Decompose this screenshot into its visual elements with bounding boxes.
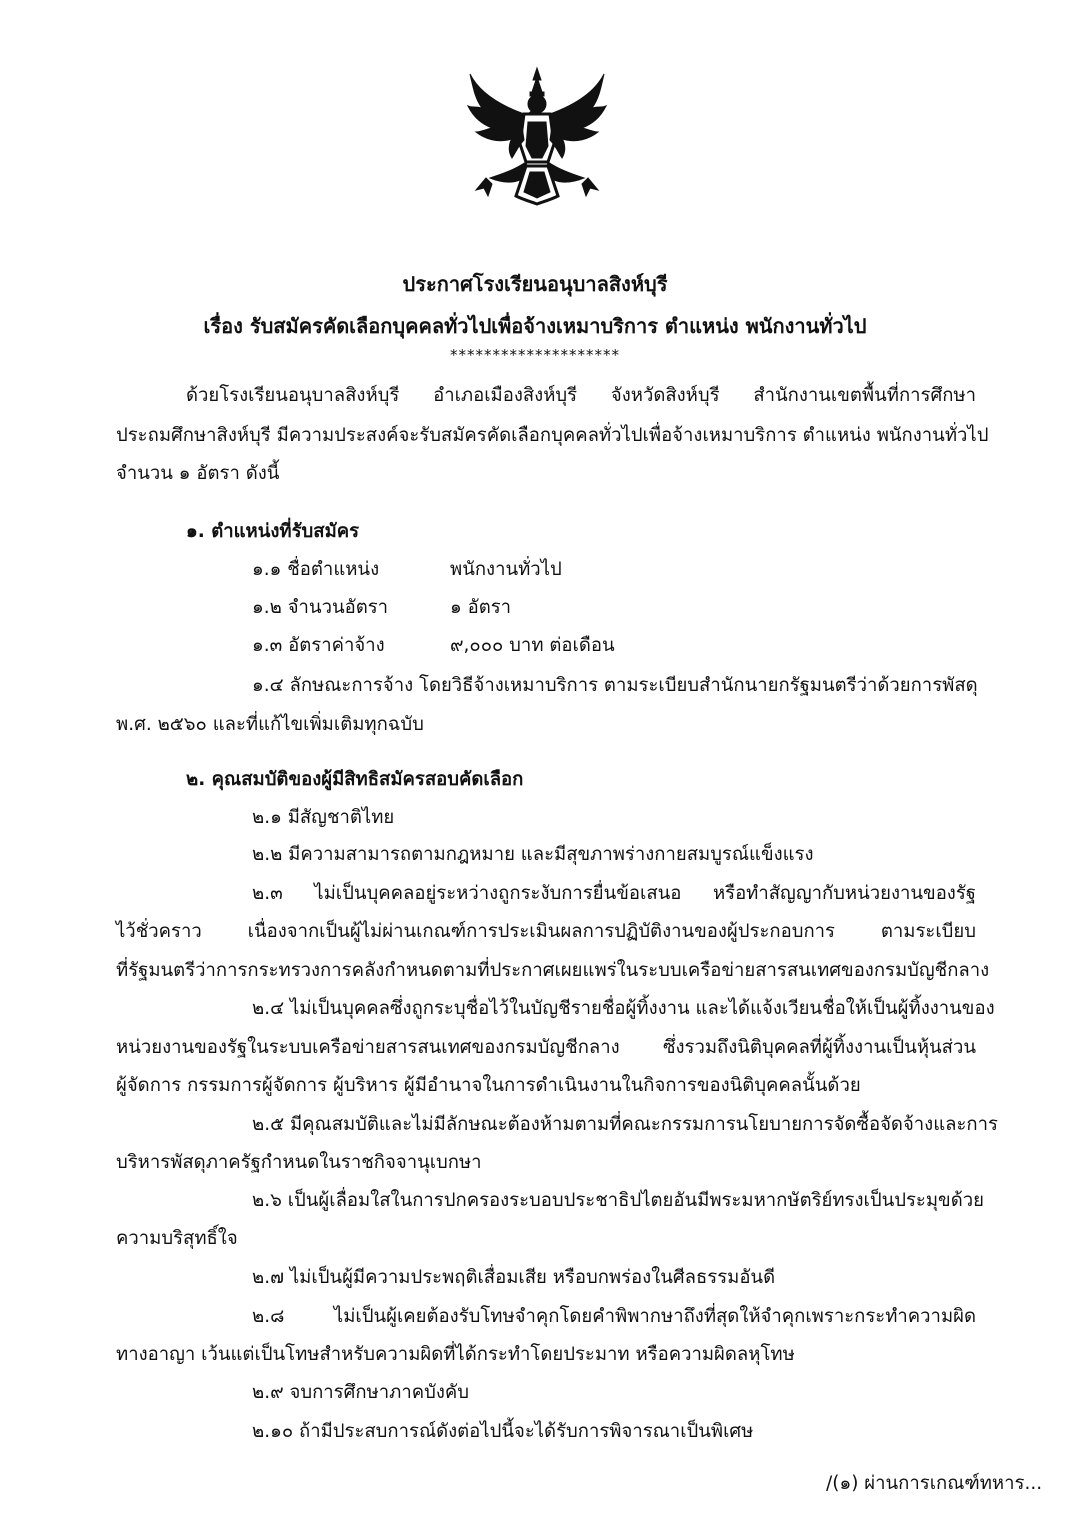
qualification-2-1: ๒.๑ มีสัญชาติไทย <box>252 807 395 828</box>
qualification-2-7: ๒.๗ ไม่เป็นผู้มีความประพฤติเสื่อมเสีย หรือบกพร่องในศีลธรรมอันดี <box>252 1267 776 1288</box>
qualification-2-2: ๒.๒ มีความสามารถตามกฎหมาย และมีสุขภาพร่างกายสมบูรณ์แข็งแรง <box>252 844 814 865</box>
qualification-2-3-line-1: ๒.๓ ไม่เป็นบุคคลอยู่ระหว่างถูกระงับการยื่นข้อเสนอ หรือทำสัญญากับหน่วยงานของรัฐ <box>252 883 976 904</box>
qualification-2-3-line-3: ที่รัฐมนตรีว่าการกระทรวงการคลังกำหนดตามที่ประกาศเผยแพร่ในระบบเครือข่ายสารสนเทศของกรมบัญชีกลาง <box>116 960 990 981</box>
qualification-2-4-line-3: ผู้จัดการ กรรมการผู้จัดการ ผู้บริหาร ผู้มีอำนาจในการดำเนินงานในกิจการของนิติบุคคลนั้นด้วย <box>116 1075 861 1096</box>
item-1-2-label: ๑.๒ จำนวนอัตรา <box>252 597 389 618</box>
garuda-emblem-icon <box>462 66 612 216</box>
intro-line-1: ด้วยโรงเรียนอนุบาลสิงห์บุรี อำเภอเมืองสิงห์บุรี จังหวัดสิงห์บุรี สำนักงานเขตพื้นที่การศึกษา <box>186 385 976 406</box>
qualification-2-6-line-1: ๒.๖ เป็นผู้เลื่อมใสในการปกครองระบอบประชาธิปไตยอันมีพระมหากษัตริย์ทรงเป็นประมุขด้วย <box>252 1190 984 1211</box>
continuation-note: /(๑) ผ่านการเกณฑ์ทหาร... <box>826 1473 1043 1494</box>
qualification-2-8-line-1: ๒.๘ ไม่เป็นผู้เคยต้องรับโทษจำคุกโดยคำพิพากษาถึงที่สุดให้จำคุกเพราะกระทำความผิด <box>252 1306 976 1327</box>
announcement-title: ประกาศโรงเรียนอนุบาลสิงห์บุรี <box>402 272 668 296</box>
announcement-subject: เรื่อง รับสมัครคัดเลือกบุคคลทั่วไปเพื่อจ้างเหมาบริการ ตำแหน่ง พนักงานทั่วไป <box>203 314 867 338</box>
item-1-2-value: ๑ อัตรา <box>450 597 512 618</box>
qualification-2-4-line-2: หน่วยงานของรัฐในระบบเครือข่ายสารสนเทศของกรมบัญชีกลาง ซึ่งรวมถึงนิติบุคคลที่ผู้ทิ้งงานเป็นหุ้นส่วน <box>116 1037 976 1058</box>
intro-line-3: จำนวน ๑ อัตรา ดังนี้ <box>116 463 280 484</box>
qualification-2-6-line-2: ความบริสุทธิ์ใจ <box>116 1228 238 1249</box>
qualification-2-5-line-2: บริหารพัสดุภาครัฐกำหนดในราชกิจจานุเบกษา <box>116 1152 482 1173</box>
qualification-2-5-line-1: ๒.๕ มีคุณสมบัติและไม่มีลักษณะต้องห้ามตามที่คณะกรรมการนโยบายการจัดซื้อจัดจ้างและการ <box>252 1114 998 1135</box>
item-1-4-line-1: ๑.๔ ลักษณะการจ้าง โดยวิธีจ้างเหมาบริการ ตามระเบียบสำนักนายกรัฐมนตรีว่าด้วยการพัสดุ <box>252 675 978 696</box>
qualification-2-9: ๒.๙ จบการศึกษาภาคบังคับ <box>252 1382 469 1403</box>
intro-line-2: ประถมศึกษาสิงห์บุรี มีความประสงค์จะรับสมัครคัดเลือกบุคคลทั่วไปเพื่อจ้างเหมาบริการ ตำแหน่ง พนักงานทั่วไป <box>116 425 989 446</box>
qualification-2-8-line-2: ทางอาญา เว้นแต่เป็นโทษสำหรับความผิดที่ได้กระทำโดยประมาท หรือความผิดลหุโทษ <box>116 1344 795 1365</box>
section-2-heading: ๒. คุณสมบัติของผู้มีสิทธิสมัครสอบคัดเลือก <box>186 769 524 790</box>
section-1-heading: ๑. ตำแหน่งที่รับสมัคร <box>186 521 360 542</box>
item-1-3-value: ๙,๐๐๐ บาท ต่อเดือน <box>450 635 615 656</box>
item-1-4-line-2: พ.ศ. ๒๕๖๐ และที่แก้ไขเพิ่มเติมทุกฉบับ <box>116 714 424 735</box>
qualification-2-3-line-2: ไว้ชั่วคราว เนื่องจากเป็นผู้ไม่ผ่านเกณฑ์การประเมินผลการปฏิบัติงานของผู้ประกอบการ ตามระเบียบ <box>116 921 976 942</box>
qualification-2-4-line-1: ๒.๔ ไม่เป็นบุคคลซึ่งถูกระบุชื่อไว้ในบัญชีรายชื่อผู้ทิ้งงาน และได้แจ้งเวียนชื่อให้เป็นผู้ทิ้งงานของ <box>252 998 995 1019</box>
separator: ******************** <box>450 346 620 364</box>
qualification-2-10: ๒.๑๐ ถ้ามีประสบการณ์ดังต่อไปนี้จะได้รับการพิจารณาเป็นพิเศษ <box>252 1421 754 1442</box>
item-1-1-value: พนักงานทั่วไป <box>450 559 562 580</box>
item-1-3-label: ๑.๓ อัตราค่าจ้าง <box>252 635 385 656</box>
item-1-1-label: ๑.๑ ชื่อตำแหน่ง <box>252 559 380 580</box>
